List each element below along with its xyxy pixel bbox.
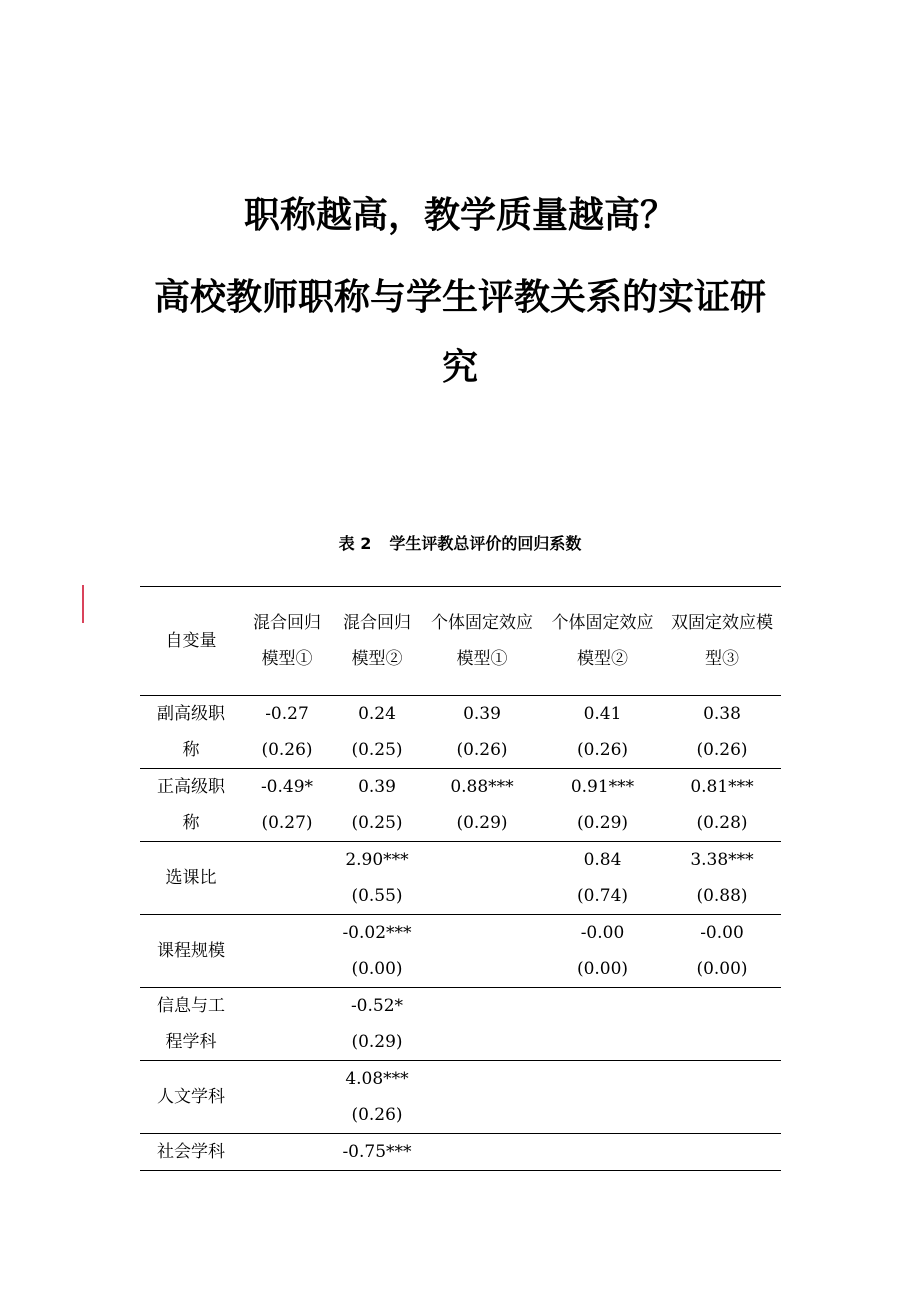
coefficient-cell (242, 842, 332, 915)
coefficient-cell (663, 915, 781, 988)
coefficient-value: -0.27 (265, 704, 309, 724)
coefficient-cell (332, 696, 422, 769)
header-cell: 个体固定效应模型② (551, 613, 654, 669)
variable-name-cell (140, 988, 242, 1061)
variable-name: 副高级职称 (157, 704, 225, 760)
variable-name: 课程规模 (157, 941, 225, 961)
coefficient-cell (242, 696, 332, 769)
table-caption-number: 表 2 (338, 534, 372, 553)
variable-name-cell (140, 696, 242, 769)
coefficient-value: -0.00 (700, 923, 744, 943)
regression-table (140, 586, 781, 1171)
standard-error-value: (0.26) (576, 740, 629, 760)
coefficient-value: 0.24 (358, 704, 396, 724)
standard-error-value: (0.27) (261, 813, 313, 833)
coefficient-cell (242, 769, 332, 842)
coefficient-value: 0.38 (703, 704, 741, 724)
standard-error-value: (0.55) (351, 886, 403, 906)
table-header-row (140, 587, 781, 696)
coefficient-cell (242, 988, 332, 1061)
coefficient-cell (332, 988, 422, 1061)
coefficient-cell (542, 696, 663, 769)
coefficient-value: -0.75*** (342, 1142, 412, 1162)
coefficient-cell (542, 1061, 663, 1134)
table-row (140, 696, 781, 769)
coefficient-cell (663, 696, 781, 769)
standard-error-value: (0.26) (261, 740, 313, 760)
coefficient-cell (663, 1061, 781, 1134)
coefficient-cell (422, 769, 542, 842)
title-line-1: 职称越高，教学质量越高？ (243, 195, 676, 236)
coefficient-value: 2.90*** (345, 850, 409, 870)
table-row (140, 842, 781, 915)
coefficient-cell (663, 988, 781, 1061)
variable-name: 选课比 (165, 868, 217, 888)
header-cell: 自变量 (165, 631, 217, 651)
standard-error-value: (0.26) (696, 740, 748, 760)
title-line-2: 高校教师职称与学生评教关系的实证研 (153, 277, 766, 318)
coefficient-value: 0.81*** (690, 777, 754, 797)
coefficient-value: 0.39 (463, 704, 501, 724)
variable-name: 人文学科 (157, 1087, 225, 1107)
coefficient-cell (422, 1061, 542, 1134)
margin-change-mark (82, 585, 84, 623)
coefficient-value: 0.41 (583, 704, 622, 724)
coefficient-value: 0.84 (583, 850, 622, 870)
table-row (140, 1134, 781, 1171)
coefficient-cell (422, 1134, 542, 1171)
coefficient-value: -0.02*** (342, 923, 412, 943)
standard-error-value: (0.88) (696, 886, 748, 906)
table-caption (0, 532, 920, 556)
header-cell: 个体固定效应模型① (431, 613, 533, 669)
table-row (140, 988, 781, 1061)
variable-name: 信息与工程学科 (157, 996, 225, 1052)
coefficient-cell (542, 915, 663, 988)
coefficient-value: 0.88*** (450, 777, 514, 797)
standard-error-value: (0.74) (576, 886, 629, 906)
variable-name-cell (140, 769, 242, 842)
standard-error-value: (0.26) (456, 740, 508, 760)
variable-name-cell (140, 1134, 242, 1171)
coefficient-cell (422, 988, 542, 1061)
standard-error-value: (0.28) (696, 813, 748, 833)
coefficient-value: -0.52* (350, 996, 404, 1016)
coefficient-cell (332, 915, 422, 988)
coefficient-cell (422, 696, 542, 769)
variable-name-cell (140, 915, 242, 988)
title-line-3: 究 (441, 347, 478, 388)
coefficient-cell (332, 769, 422, 842)
coefficient-cell (332, 842, 422, 915)
coefficient-value: -0.00 (580, 923, 625, 943)
variable-name-cell (140, 842, 242, 915)
variable-name-cell (140, 1061, 242, 1134)
coefficient-cell (332, 1061, 422, 1134)
coefficient-cell (242, 915, 332, 988)
header-cell: 混合回归模型② (343, 613, 411, 669)
standard-error-value: (0.26) (351, 1105, 403, 1125)
standard-error-value: (0.00) (351, 959, 403, 979)
standard-error-value: (0.29) (576, 813, 629, 833)
coefficient-cell (422, 842, 542, 915)
coefficient-cell (332, 1134, 422, 1171)
coefficient-cell (542, 842, 663, 915)
coefficient-cell (242, 1134, 332, 1171)
coefficient-cell (542, 1134, 663, 1171)
variable-name: 正高级职称 (157, 777, 225, 833)
variable-name: 社会学科 (157, 1142, 225, 1162)
standard-error-value: (0.00) (696, 959, 748, 979)
header-cell: 混合回归模型① (253, 613, 321, 669)
coefficient-cell (422, 915, 542, 988)
coefficient-value: 0.39 (358, 777, 396, 797)
coefficient-cell (242, 1061, 332, 1134)
coefficient-cell (663, 769, 781, 842)
coefficient-cell (542, 988, 663, 1061)
standard-error-value: (0.00) (576, 959, 629, 979)
standard-error-value: (0.29) (456, 813, 508, 833)
standard-error-value: (0.29) (351, 1032, 403, 1052)
coefficient-value: -0.49* (260, 777, 314, 797)
standard-error-value: (0.25) (351, 740, 403, 760)
header-cell: 双固定效应模型③ (671, 613, 773, 669)
table-row (140, 915, 781, 988)
coefficient-cell (663, 842, 781, 915)
coefficient-cell (542, 769, 663, 842)
table-caption-text: 学生评教总评价的回归系数 (389, 534, 582, 553)
coefficient-value: 3.38*** (690, 850, 754, 870)
coefficient-value: 4.08*** (345, 1069, 409, 1089)
table-row (140, 769, 781, 842)
table-row (140, 1061, 781, 1134)
coefficient-value: 0.91*** (570, 777, 635, 797)
coefficient-cell (663, 1134, 781, 1171)
standard-error-value: (0.25) (351, 813, 403, 833)
